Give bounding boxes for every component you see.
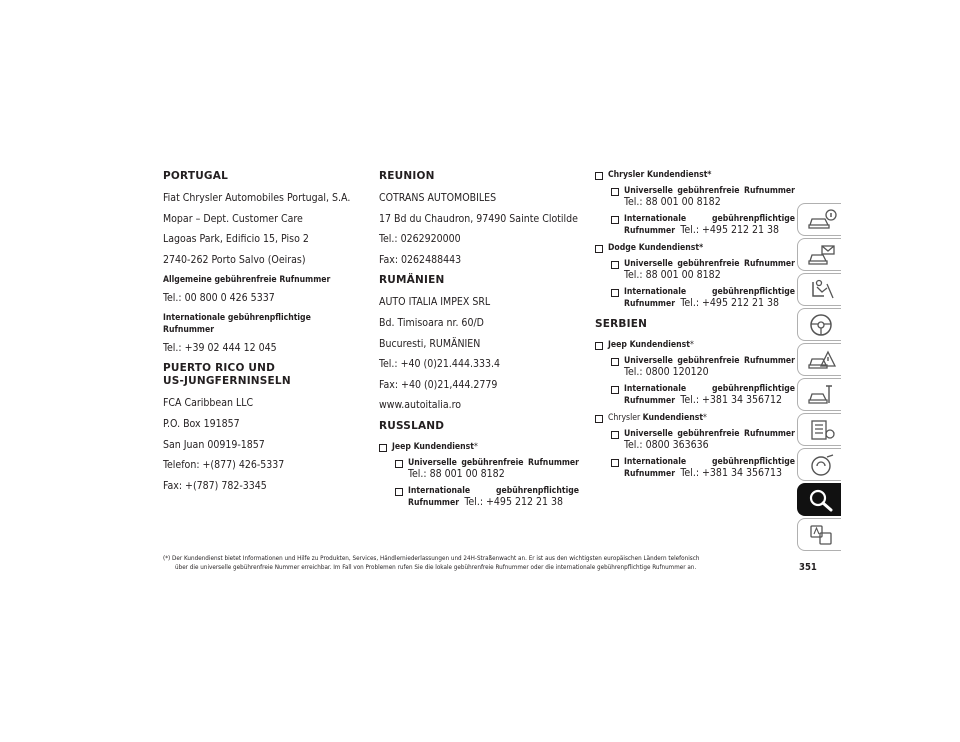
bullet-label: Internationale gebührenpflichtige Rufnummer: [624, 214, 795, 236]
seat-safety-icon: [807, 278, 837, 302]
bullet-free-number: [395, 458, 579, 480]
bullet-label: Chrysler Kundendienst*: [608, 170, 712, 180]
bullet-intl-number: [395, 486, 579, 509]
bullet-square-icon: [611, 358, 619, 366]
tab-language[interactable]: [797, 518, 841, 551]
bullet-label: Internationale gebührenpflichtige Rufnummer: [624, 384, 795, 406]
heading-serbien: SERBIEN: [595, 318, 648, 330]
specifications-list-icon: [807, 418, 837, 442]
bullet-square-icon: [595, 172, 603, 180]
bullet-square-icon: [595, 342, 603, 350]
column-portugal-puerto-rico: [163, 170, 353, 500]
bullet-label: Kundendienst: [642, 413, 704, 423]
address-line: Fiat Chrysler Automobiles Portugal, S.A.: [163, 192, 351, 204]
tab-multimedia[interactable]: [797, 448, 841, 481]
bullet-intl-number: [611, 287, 795, 310]
phone-number: Tel.: 88 001 00 8182: [408, 467, 505, 480]
bullet-jeep-kundendienst: [595, 340, 795, 351]
bullet-free-number: [611, 429, 795, 451]
bullet-free-number: [611, 186, 795, 208]
asterisk: *: [689, 340, 694, 350]
bullet-label: Internationale gebührenpflichtige Rufnummer: [624, 457, 795, 479]
address-line: Telefon: +(877) 426-5337: [163, 459, 285, 472]
bullet-square-icon: [595, 245, 603, 253]
bullet-intl-number: [611, 214, 795, 237]
phone-number: Tel.: +381 34 356712: [680, 394, 783, 406]
car-envelope-icon: [807, 243, 837, 267]
bullet-label-wrap: [624, 287, 795, 310]
bullet-dodge-kundendienst: [595, 243, 795, 254]
phone-number: Tel.: +495 212 21 38: [464, 495, 564, 508]
column-russland-serbien: [595, 170, 795, 486]
bullet-label: Internationale gebührenpflichtige Rufnummer: [408, 485, 579, 508]
free-number-label: Allgemeine gebührenfreie Rufnummer: [163, 275, 331, 286]
footnote-line: über die universelle gebührenfreie Nummer erreichbar. Im Fall von Problemen rufen Sie die lokale gebührenfreie Rufnummer oder die internationale gebührenpflichtige Rufnummer an.: [175, 563, 697, 571]
address-line: Bucuresti, RUMÄNIEN: [379, 337, 481, 350]
bullet-square-icon: [611, 216, 619, 224]
heading-puerto-rico: [163, 362, 353, 388]
tab-seat-safety[interactable]: [797, 273, 841, 306]
address-line: San Juan 00919-1857: [163, 438, 265, 451]
bullet-free-number: [611, 259, 795, 281]
heading-line: US-JUNGFERNINSELN: [163, 375, 291, 388]
bullet-free-number: [611, 356, 795, 378]
address-line: P.O. Box 191857: [163, 417, 240, 430]
phone-number: Tel.: 0800 120120: [624, 366, 709, 378]
tab-search[interactable]: [797, 483, 841, 516]
bullet-label: Universelle gebührenfreie Rufnummer: [408, 457, 579, 468]
website: www.autoitalia.ro: [379, 399, 462, 412]
bullet-square-icon: [611, 289, 619, 297]
search-icon: [807, 488, 837, 512]
bullet-label: Universelle gebührenfreie Rufnummer: [624, 259, 795, 269]
steering-wheel-icon: [807, 313, 837, 337]
bullet-label-wrap: [624, 457, 795, 480]
page-number: 351: [799, 562, 817, 573]
phone-number: Tel.: 88 001 00 8182: [624, 196, 721, 208]
bullet-label: Universelle gebührenfreie Rufnummer: [624, 186, 795, 196]
intl-number: Tel.: +39 02 444 12 045: [163, 342, 277, 355]
tab-car-info[interactable]: [797, 203, 841, 236]
car-warning-icon: [807, 348, 837, 372]
heading-rumaenien: RUMÄNIEN: [379, 274, 445, 287]
phone-number: Tel.: 0800 363636: [624, 439, 709, 451]
bullet-square-icon: [611, 431, 619, 439]
bullet-label: Dodge Kundendienst*: [608, 243, 704, 253]
bullet-label-wrap: [624, 384, 795, 407]
footnote: [163, 555, 793, 572]
address-line: Mopar – Dept. Customer Care: [163, 212, 303, 225]
bullet-label-wrap: [408, 486, 579, 509]
bullet-label: Internationale gebührenpflichtige Rufnummer: [624, 287, 795, 309]
phone-number: Tel.: +495 212 21 38: [680, 224, 780, 236]
bullet-intl-number: [611, 384, 795, 407]
heading-portugal: PORTUGAL: [163, 170, 228, 182]
bullet-intl-number: [611, 457, 795, 480]
phone-number: Tel.: +381 34 356713: [680, 467, 783, 479]
car-service-icon: [807, 383, 837, 407]
heading-russland: RUSSLAND: [379, 419, 445, 432]
bullet-square-icon: [611, 386, 619, 394]
bullet-label-plain: Chrysler: [608, 413, 641, 423]
bullet-label: Universelle gebührenfreie Rufnummer: [624, 429, 795, 439]
address-line: 17 Bd du Chaudron, 97490 Sainte Clotilde: [379, 212, 578, 225]
free-number: Tel.: 00 800 0 426 5337: [163, 292, 275, 305]
multimedia-icon: [807, 453, 837, 477]
tab-car-envelope[interactable]: [797, 238, 841, 271]
asterisk: *: [473, 441, 478, 452]
asterisk: *: [703, 413, 707, 423]
address-line: Fax: +(787) 782-3345: [163, 479, 267, 492]
tab-specifications[interactable]: [797, 413, 841, 446]
bullet-square-icon: [611, 261, 619, 269]
tab-car-warning[interactable]: [797, 343, 841, 376]
bullet-jeep-kundendienst: [379, 442, 579, 453]
heading-line: PUERTO RICO UND: [163, 362, 276, 375]
address-line: Fax: +40 (0)21,444.2779: [379, 378, 498, 391]
intl-number-label: Internationale gebührenpflichtige Rufnummer: [163, 313, 311, 336]
footnote-line: (*) Der Kundendienst bietet Informationen und Hilfe zu Produkten, Services, Händlerniederlassungen und 24H-Straßenwacht an. Er ist aus den wichtigsten europäischen Ländern telefonisch: [163, 555, 700, 562]
bullet-label-wrap: [624, 214, 795, 237]
address-line: Tel.: +40 (0)21.444.333.4: [379, 358, 500, 371]
bullet-square-icon: [395, 488, 403, 496]
column-reunion-rumaenien-russland: [379, 170, 579, 515]
address-line: 2740-262 Porto Salvo (Oeiras): [163, 253, 306, 266]
bullet-square-icon: [611, 459, 619, 467]
phone-number: Tel.: 88 001 00 8182: [624, 269, 721, 281]
language-icon: [807, 523, 837, 547]
address-line: Fax: 0262488443: [379, 253, 462, 266]
phone-number: Tel.: +495 212 21 38: [680, 297, 780, 309]
tab-car-service[interactable]: [797, 378, 841, 411]
tab-steering-wheel[interactable]: [797, 308, 841, 341]
address-line: Lagoas Park, Edificio 15, Piso 2: [163, 233, 309, 246]
address-line: Tel.: 0262920000: [379, 233, 461, 246]
bullet-chrysler-kundendienst: [595, 413, 795, 424]
bullet-square-icon: [395, 460, 403, 468]
bullet-square-icon: [595, 415, 603, 423]
bullet-square-icon: [379, 444, 387, 452]
address-line: COTRANS AUTOMOBILES: [379, 192, 497, 204]
address-line: AUTO ITALIA IMPEX SRL: [379, 296, 491, 309]
address-line: Bd. Timisoara nr. 60/D: [379, 316, 484, 329]
heading-reunion: REUNION: [379, 170, 435, 182]
address-line: FCA Caribbean LLC: [163, 397, 254, 410]
bullet-label: Jeep Kundendienst: [392, 441, 474, 452]
car-info-icon: [807, 208, 837, 232]
bullet-square-icon: [611, 188, 619, 196]
bullet-label: Universelle gebührenfreie Rufnummer: [624, 356, 795, 366]
bullet-chrysler-kundendienst: [595, 170, 795, 181]
bullet-label: Jeep Kundendienst: [608, 340, 690, 350]
